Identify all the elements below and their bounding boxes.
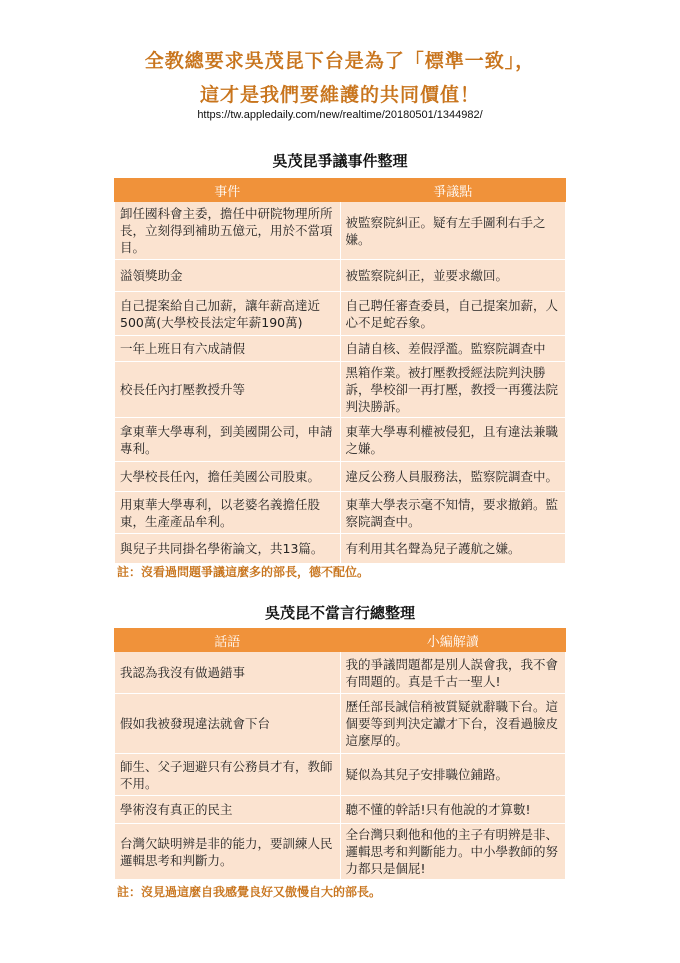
headline-line-1: 全教總要求吳茂昆下台是為了「標準一致」， (144, 50, 536, 72)
table-cell-event: 與兒子共同掛名學術論文，共13篇。 (115, 534, 341, 564)
table-cell-quote: 師生、父子迴避只有公務員才有，教師不用。 (115, 754, 341, 796)
table-row (115, 202, 566, 260)
table-cell-issue: 自請自核、差假浮濫。監察院調查中 (340, 336, 566, 362)
table-cell-event: 用東華大學專利，以老婆名義擔任股東，生產產品牟利。 (115, 492, 341, 534)
table-header-row (115, 629, 566, 652)
table-cell-comment: 疑似為其兒子安排職位鋪路。 (340, 754, 566, 796)
table-row (115, 462, 566, 492)
table-header-row (115, 179, 566, 202)
table-cell-issue: 被監察院糾正。疑有左手圖利右手之嫌。 (340, 202, 566, 260)
table-cell-quote: 台灣欠缺明辨是非的能力，要訓練人民邏輯思考和判斷力。 (115, 824, 341, 880)
table-row (115, 652, 566, 694)
controversy-table (114, 178, 566, 564)
table-cell-event: 自己提案給自己加薪，讓年薪高達近500萬(大學校長法定年薪190萬) (115, 292, 341, 336)
table-cell-issue: 自己聘任審查委員，自己提案加薪，人心不足蛇吞象。 (340, 292, 566, 336)
table-row (115, 694, 566, 754)
section2-note: 註：沒見過這麼自我感覺良好又傲慢自大的部長。 (117, 885, 382, 899)
section1-title: 吳茂昆爭議事件整理 (272, 152, 408, 170)
header-issue: 爭議點 (340, 179, 566, 202)
table-cell-issue: 被監察院糾正，並要求繳回。 (340, 260, 566, 292)
table-row (115, 754, 566, 796)
section2-title: 吳茂昆不當言行總整理 (264, 604, 415, 622)
table-cell-comment: 聽不懂的幹話!只有他說的才算數! (340, 796, 566, 824)
table-cell-issue: 東華大學表示毫不知情，要求撤銷。監察院調查中。 (340, 492, 566, 534)
header-quote: 話語 (115, 629, 341, 652)
table-cell-event: 卸任國科會主委，擔任中研院物理所所長，立刻得到補助五億元，用於不當項目。 (115, 202, 341, 260)
table-cell-comment: 我的爭議問題都是別人誤會我，我不會有問題的。真是千古一聖人! (340, 652, 566, 694)
table-cell-event: 大學校長任內，擔任美國公司股東。 (115, 462, 341, 492)
table-cell-comment: 全台灣只剩他和他的主子有明辨是非、邏輯思考和判斷能力。中小學教師的努力都只是個屁! (340, 824, 566, 880)
table-cell-issue: 有利用其名聲為兒子護航之嫌。 (340, 534, 566, 564)
table-row (115, 336, 566, 362)
table-cell-quote: 我認為我沒有做過錯事 (115, 652, 341, 694)
table-row (115, 492, 566, 534)
table-row (115, 292, 566, 336)
header-comment: 小編解讀 (340, 629, 566, 652)
table-cell-issue: 東華大學專利權被侵犯，且有違法兼職之嫌。 (340, 418, 566, 462)
table-row (115, 796, 566, 824)
table-row (115, 362, 566, 418)
source-url: https://tw.appledaily.com/new/realtime/20180501/1344982/ (197, 109, 483, 121)
headline-line-2: 這才是我們要維護的共同價值！ (199, 84, 480, 106)
table-cell-quote: 假如我被發現違法就會下台 (115, 694, 341, 754)
table-cell-issue: 違反公務人員服務法，監察院調查中。 (340, 462, 566, 492)
table-cell-event: 一年上班日有六成請假 (115, 336, 341, 362)
table-cell-issue: 黑箱作業。被打壓教授經法院判決勝訴，學校卻一再打壓，教授一再獲法院判決勝訴。 (340, 362, 566, 418)
table-row (115, 260, 566, 292)
table-row (115, 824, 566, 880)
remarks-table (114, 628, 566, 880)
table-cell-comment: 歷任部長誠信稍被質疑就辭職下台。這個要等到判決定讞才下台，沒看過臉皮這麼厚的。 (340, 694, 566, 754)
table-cell-event: 拿東華大學專利，到美國開公司，申請專利。 (115, 418, 341, 462)
header-event: 事件 (115, 179, 341, 202)
table-row (115, 418, 566, 462)
table-cell-quote: 學術沒有真正的民主 (115, 796, 341, 824)
table-cell-event: 校長任內打壓教授升等 (115, 362, 341, 418)
table-cell-event: 溢領獎助金 (115, 260, 341, 292)
table-row (115, 534, 566, 564)
section1-note: 註：沒看過問題爭議這麼多的部長，德不配位。 (117, 565, 370, 579)
